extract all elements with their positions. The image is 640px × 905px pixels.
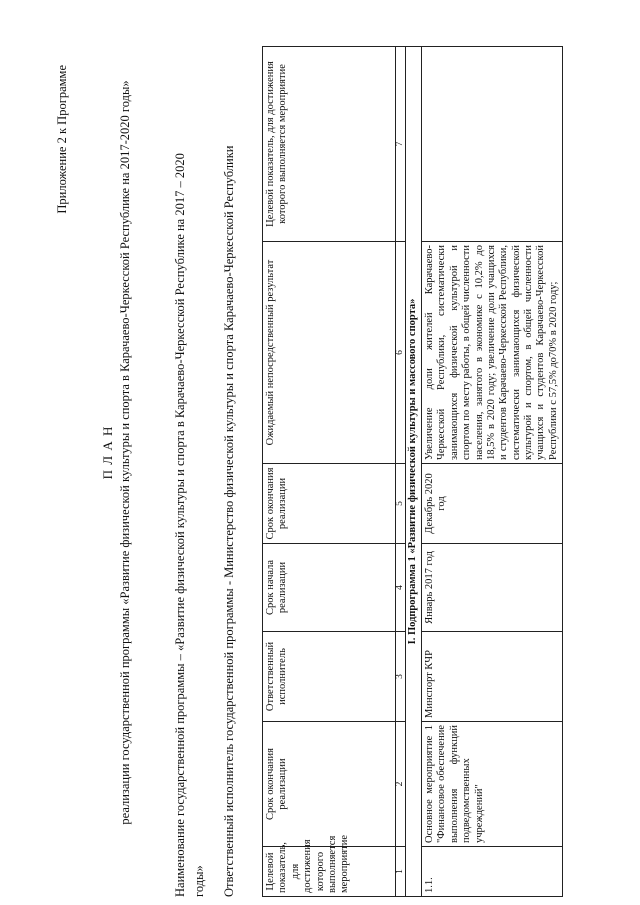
program-name-line1: Наименование государственной программы – «Развитие физической культуры и спорта в Карачаево-Черкесской Республике на 2017 – 2020 xyxy=(173,153,187,897)
row-number: 1.1. xyxy=(422,847,563,897)
header-cell: Целевой показатель, для достижения которого выполняется мероприятие xyxy=(263,47,396,242)
column-number: 7 xyxy=(396,47,406,242)
header-cell: Срок окончания реализации xyxy=(263,464,396,544)
executor-cell: Минспорт КЧР xyxy=(422,632,563,722)
header-cell: Срок окончания реализации xyxy=(263,722,396,847)
column-number: 6 xyxy=(396,242,406,464)
header-cell: Ответственный исполнитель xyxy=(263,632,396,722)
activity-cell: Основное мероприятие 1 "Финансовое обеспечение выполнения функций подведомственных учреждений" xyxy=(422,722,563,847)
column-number: 2 xyxy=(396,722,406,847)
expected-result-cell: Увеличение доли жителей Карачаево-Черкесской Республики, систематически занимающихся физической культурой и спортом по месту работы, в общей численности населения, занятого в экономике с 10,2% до 18,5% в 2020 году; увеличение доли учащихся и студентов Карачаево-Черкесской Республики, систематически занимающихся физической культурой и спортом, в общей численности учащихся и студентов Карачаево-Черкесской Республики с 57,5% до70% в 2020 году; xyxy=(422,242,563,464)
implementation-plan-table xyxy=(262,46,563,897)
column-number: 1 xyxy=(396,847,406,897)
table-row xyxy=(422,47,563,897)
responsible-executor-line: Ответственный исполнитель государственной программы - Министерство физической культуры и спорта Карачаево-Черкесской Республики xyxy=(222,145,236,897)
column-number-row xyxy=(396,47,406,897)
subprogram-title: I. Подпрограмма 1 «Развитие физической культуры и массового спорта» xyxy=(406,47,422,897)
plan-title: П Л А Н xyxy=(100,425,115,480)
program-name-line2: годы» xyxy=(192,865,206,897)
header-cell: Срок начала реализации xyxy=(263,544,396,632)
end-date-cell: Декабрь 2020 год xyxy=(422,464,563,544)
target-indicator-cell xyxy=(422,47,563,242)
header-cell: Целевой показатель, для достижения которого выполняется мероприятие xyxy=(263,847,396,897)
column-number: 3 xyxy=(396,632,406,722)
plan-subtitle: реализации государственной программы «Развитие физической культуры и спорта в Карачаево-Черкесской Республике на 2017-2020 годы» xyxy=(118,80,132,825)
table-header-row xyxy=(263,47,396,897)
start-date-cell: Январь 2017 год xyxy=(422,544,563,632)
header-cell: Ожидаемый непосредственный результат xyxy=(263,242,396,464)
column-number: 5 xyxy=(396,464,406,544)
column-number: 4 xyxy=(396,544,406,632)
appendix-label: Приложение 2 к Программе xyxy=(55,65,69,214)
subprogram-row xyxy=(406,47,422,897)
